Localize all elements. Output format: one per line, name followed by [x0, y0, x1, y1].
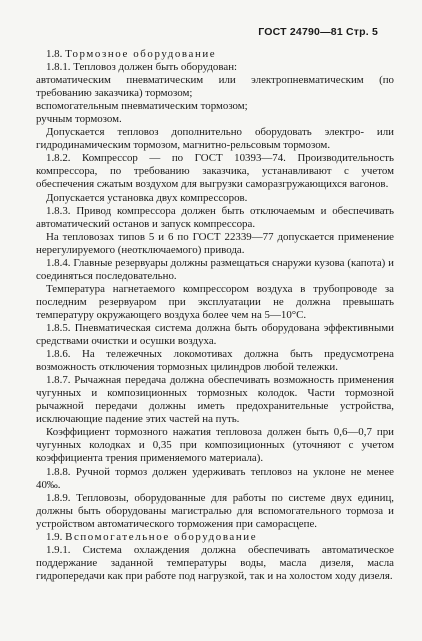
paragraph: вспомогательным пневматическим тормозом; — [36, 100, 248, 113]
document-body — [36, 48, 394, 583]
page-header: ГОСТ 24790—81 Стр. 5 — [258, 26, 378, 38]
paragraph: 1.8.8. Ручной тормоз должен удерживать тепловоз на уклоне не менее 40‰. — [36, 465, 394, 491]
paragraph: На тепловозах типов 5 и 6 по ГОСТ 22339—77 допускается применение нерегулируемого (неотключаемого) привода. — [36, 230, 394, 256]
paragraph: 1.8.3. Привод компрессора должен быть отключаемым и обеспечивать автоматический останов и запуск компрессора. — [36, 204, 394, 230]
paragraph: автоматическим пневматическим или электропневматическим (по требованию заказчика) тормозом; — [36, 74, 394, 100]
paragraph: 1.8.7. Рычажная передача должна обеспечивать возможность применения чугунных и композиционных тормозных колодок. Части тормозной рычажной передачи должны иметь предохранительные устройства, исключающие падение этих частей на путь. — [36, 374, 394, 426]
paragraph: 1.8.5. Пневматическая система должна быть оборудована эффективными средствами очистки и осушки воздуха. — [36, 321, 394, 348]
paragraph: ручным тормозом. — [36, 113, 122, 126]
section-number: 1.9. — [46, 530, 63, 543]
paragraph: Коэффициент тормозного нажатия тепловоза должен быть 0,6—0,7 при чугунных колодках и 0,35 при композиционных (уточняют с учетом коэффициента трения применяемого материала). — [36, 426, 394, 465]
paragraph: 1.8.1. Тепловоз должен быть оборудован: — [46, 61, 238, 74]
paragraph: 1.8.9. Тепловозы, оборудованные для работы по системе двух единиц, должны быть оборудованы магистралью для вспомогательного тормоза и устройством автоматического торможения при саморасцепе. — [36, 491, 394, 530]
section-title: Вспомогательное оборудование — [65, 530, 258, 543]
paragraph: 1.8.6. На тележечных локомотивах должна быть предусмотрена возможность отключения тормозных цилиндров любой тележки. — [36, 348, 394, 374]
paragraph: 1.9.1. Система охлаждения должна обеспечивать автоматическое поддержание заданной температуры воды, масла дизеля, масла гидропередачи как при работе под нагрузкой, так и на холостом ходу дизеля. — [36, 543, 394, 582]
section-title: Тормозное оборудование — [65, 48, 217, 60]
section-heading — [36, 48, 394, 61]
paragraph: 1.8.2. Компрессор — по ГОСТ 10393—74. Производительность компрессора, по требованию заказчика, устанавливают с учетом обеспечения сжатым воздухом для выгрузки саморазгружающихся вагонов. — [36, 152, 394, 191]
section-heading — [36, 531, 394, 544]
section-number: 1.8. — [46, 48, 63, 60]
paragraph: Допускается тепловоз дополнительно оборудовать электро- или гидродинамическим тормозом, магнитно-рельсовым тормозом. — [36, 126, 394, 152]
paragraph: Допускается установка двух компрессоров. — [46, 191, 248, 204]
paragraph: Температура нагнетаемого компрессором воздуха в трубопроводе за последним резервуаром при эксплуатации не должна превышать температуру окружающего воздуха более чем на 5—10°С. — [36, 282, 394, 321]
paragraph: 1.8.4. Главные резервуары должны размещаться снаружи кузова (капота) и соединяться последовательно. — [36, 256, 394, 282]
